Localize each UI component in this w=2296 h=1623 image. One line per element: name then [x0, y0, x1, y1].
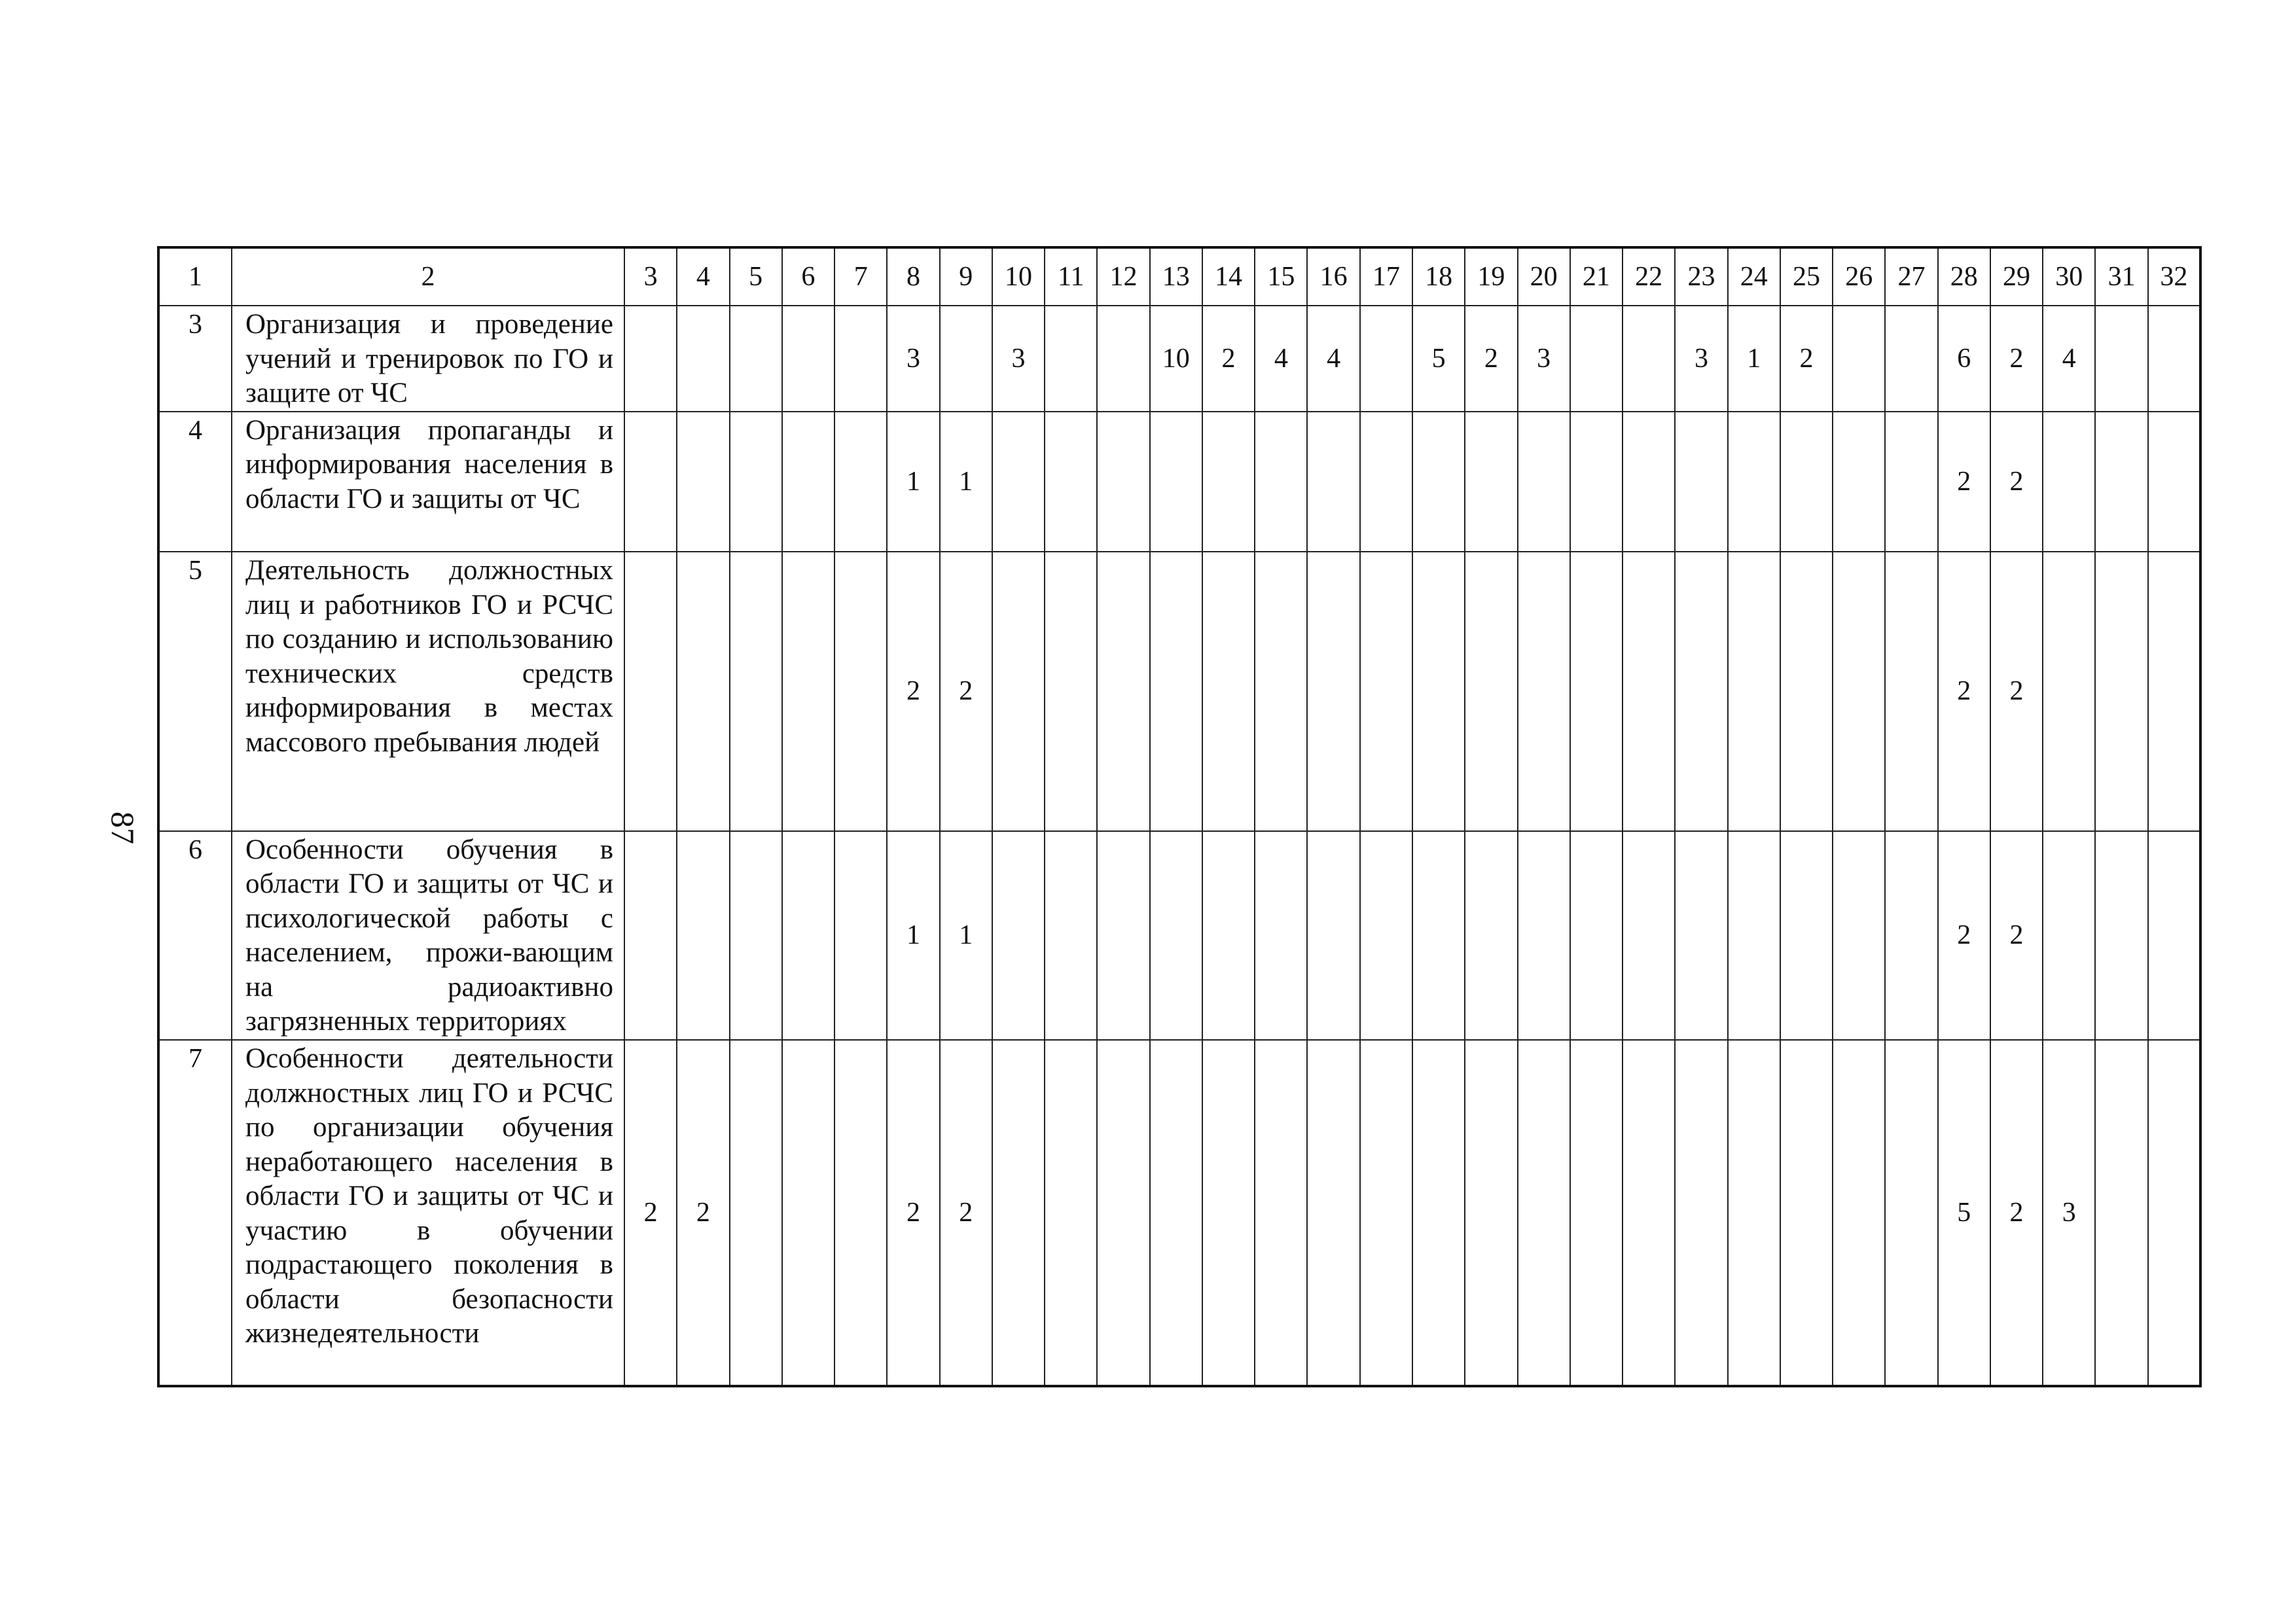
header-cell: 8: [887, 247, 939, 306]
hours-cell: 2: [1990, 306, 2043, 412]
hours-cell: [1045, 412, 1097, 552]
hours-cell: 3: [992, 306, 1045, 412]
hours-cell: [2148, 306, 2200, 412]
table-row: [158, 552, 2200, 831]
header-cell: 16: [1307, 247, 1359, 306]
hours-cell: 1: [940, 412, 992, 552]
hours-cell: [1728, 1040, 1780, 1386]
hours-cell: [1623, 831, 1675, 1040]
hours-cell: [730, 306, 782, 412]
header-cell: 24: [1728, 247, 1780, 306]
hours-cell: [1202, 831, 1255, 1040]
hours-cell: [2043, 552, 2095, 831]
hours-cell: [1255, 1040, 1307, 1386]
hours-cell: 2: [1780, 306, 1833, 412]
hours-cell: 4: [1255, 306, 1307, 412]
hours-cell: [2095, 831, 2147, 1040]
hours-cell: 1: [887, 831, 939, 1040]
hours-cell: [1150, 1040, 1202, 1386]
hours-cell: 2: [1938, 831, 1990, 1040]
hours-cell: [1097, 412, 1149, 552]
hours-cell: [677, 831, 729, 1040]
row-number: 3: [158, 306, 232, 412]
header-cell: 3: [624, 247, 677, 306]
header-cell: 19: [1465, 247, 1517, 306]
hours-cell: [1675, 1040, 1727, 1386]
hours-cell: [1465, 831, 1517, 1040]
hours-cell: [730, 831, 782, 1040]
header-cell: 32: [2148, 247, 2200, 306]
hours-cell: [624, 831, 677, 1040]
hours-cell: [1623, 412, 1675, 552]
row-topic: Деятельность должностных лиц и работников ГО и РСЧС по созданию и использованию технических средств информирования в местах массового пребывания людей: [232, 552, 624, 831]
hours-cell: [1675, 552, 1727, 831]
hours-cell: [1570, 552, 1623, 831]
hours-cell: [1255, 552, 1307, 831]
hours-cell: 4: [2043, 306, 2095, 412]
header-cell: 17: [1360, 247, 1412, 306]
hours-cell: 1: [887, 412, 939, 552]
hours-cell: [1780, 412, 1833, 552]
hours-cell: [1150, 412, 1202, 552]
header-row: [158, 247, 2200, 306]
hours-cell: [782, 412, 834, 552]
hours-cell: 2: [887, 1040, 939, 1386]
hours-cell: [1623, 306, 1675, 412]
hours-cell: 3: [2043, 1040, 2095, 1386]
header-cell: 29: [1990, 247, 2043, 306]
hours-cell: [2043, 412, 2095, 552]
row-topic: Особенности деятельности должностных лиц ГО и РСЧС по организации обучения неработающего населения в области ГО и защиты от ЧС и участию в обучении подрастающего поколения в области безопасности жизнедеятельности: [232, 1040, 624, 1386]
hours-cell: [1780, 552, 1833, 831]
hours-cell: [1360, 412, 1412, 552]
table-row: [158, 831, 2200, 1040]
hours-cell: [782, 306, 834, 412]
hours-cell: [1518, 831, 1570, 1040]
hours-cell: [1360, 552, 1412, 831]
hours-cell: [1097, 552, 1149, 831]
hours-cell: 2: [1990, 831, 2043, 1040]
hours-cell: [1518, 412, 1570, 552]
hours-cell: 5: [1412, 306, 1465, 412]
row-number: 4: [158, 412, 232, 552]
hours-cell: [992, 552, 1045, 831]
hours-cell: 2: [1990, 412, 2043, 552]
header-cell: 31: [2095, 247, 2147, 306]
hours-cell: [677, 412, 729, 552]
hours-cell: [1045, 1040, 1097, 1386]
hours-cell: 2: [1990, 552, 2043, 831]
hours-cell: 1: [940, 831, 992, 1040]
header-cell: 9: [940, 247, 992, 306]
hours-cell: [1412, 412, 1465, 552]
hours-cell: [1728, 831, 1780, 1040]
hours-cell: 10: [1150, 306, 1202, 412]
hours-cell: [1045, 552, 1097, 831]
hours-cell: [677, 306, 729, 412]
hours-cell: [1307, 1040, 1359, 1386]
header-cell: 10: [992, 247, 1045, 306]
hours-cell: 3: [1675, 306, 1727, 412]
hours-cell: [834, 1040, 887, 1386]
hours-cell: [1833, 412, 1885, 552]
hours-cell: [1465, 1040, 1517, 1386]
hours-cell: [1885, 306, 1937, 412]
hours-cell: [1833, 831, 1885, 1040]
hours-cell: [1255, 412, 1307, 552]
hours-cell: [1150, 831, 1202, 1040]
hours-cell: [1570, 1040, 1623, 1386]
hours-cell: [1780, 831, 1833, 1040]
hours-cell: [1202, 552, 1255, 831]
hours-cell: [992, 412, 1045, 552]
hours-cell: [2095, 412, 2147, 552]
hours-cell: [1833, 306, 1885, 412]
row-number: 7: [158, 1040, 232, 1386]
hours-cell: [1675, 831, 1727, 1040]
hours-cell: 2: [1202, 306, 1255, 412]
hours-cell: [1518, 1040, 1570, 1386]
hours-cell: 2: [940, 552, 992, 831]
hours-cell: [1045, 831, 1097, 1040]
header-cell: 4: [677, 247, 729, 306]
header-cell: 5: [730, 247, 782, 306]
hours-cell: 2: [887, 552, 939, 831]
hours-cell: [1570, 831, 1623, 1040]
header-cell: 12: [1097, 247, 1149, 306]
header-cell: 1: [158, 247, 232, 306]
hours-cell: [1307, 412, 1359, 552]
header-cell: 20: [1518, 247, 1570, 306]
hours-cell: [992, 831, 1045, 1040]
hours-cell: [730, 412, 782, 552]
header-cell: 2: [232, 247, 624, 306]
hours-cell: 2: [1938, 552, 1990, 831]
row-number: 6: [158, 831, 232, 1040]
header-cell: 22: [1623, 247, 1675, 306]
hours-cell: [1728, 412, 1780, 552]
hours-cell: [782, 831, 834, 1040]
header-cell: 6: [782, 247, 834, 306]
hours-cell: [2148, 552, 2200, 831]
hours-cell: [834, 412, 887, 552]
hours-cell: [1465, 552, 1517, 831]
hours-cell: 6: [1938, 306, 1990, 412]
hours-cell: [2095, 306, 2147, 412]
hours-cell: [2148, 831, 2200, 1040]
header-cell: 21: [1570, 247, 1623, 306]
hours-cell: [1360, 306, 1412, 412]
hours-cell: [1097, 306, 1149, 412]
hours-cell: [1412, 552, 1465, 831]
hours-cell: 2: [1465, 306, 1517, 412]
hours-cell: [940, 306, 992, 412]
header-cell: 7: [834, 247, 887, 306]
hours-cell: [1728, 552, 1780, 831]
header-cell: 23: [1675, 247, 1727, 306]
hours-cell: [2095, 552, 2147, 831]
header-cell: 27: [1885, 247, 1937, 306]
hours-cell: [2148, 1040, 2200, 1386]
hours-cell: [1307, 552, 1359, 831]
hours-cell: [1255, 831, 1307, 1040]
row-topic: Организация и проведение учений и тренировок по ГО и защите от ЧС: [232, 306, 624, 412]
hours-cell: [1465, 412, 1517, 552]
schedule-table: [157, 246, 2202, 1387]
page-number: 87: [105, 812, 141, 844]
hours-cell: [1885, 412, 1937, 552]
hours-cell: [1833, 1040, 1885, 1386]
hours-cell: [1202, 1040, 1255, 1386]
hours-cell: [677, 552, 729, 831]
hours-cell: [730, 1040, 782, 1386]
header-cell: 26: [1833, 247, 1885, 306]
table-row: [158, 1040, 2200, 1386]
hours-cell: [1045, 306, 1097, 412]
hours-cell: 4: [1307, 306, 1359, 412]
hours-cell: 1: [1728, 306, 1780, 412]
hours-cell: [2043, 831, 2095, 1040]
hours-cell: [834, 306, 887, 412]
header-cell: 25: [1780, 247, 1833, 306]
hours-cell: [1307, 831, 1359, 1040]
hours-cell: [2095, 1040, 2147, 1386]
header-cell: 15: [1255, 247, 1307, 306]
hours-cell: [992, 1040, 1045, 1386]
hours-cell: [624, 552, 677, 831]
hours-cell: [1360, 831, 1412, 1040]
hours-cell: [1412, 831, 1465, 1040]
hours-cell: [782, 552, 834, 831]
hours-cell: [1675, 412, 1727, 552]
hours-cell: [834, 831, 887, 1040]
hours-cell: [1885, 1040, 1937, 1386]
hours-cell: [1097, 831, 1149, 1040]
hours-cell: [1780, 1040, 1833, 1386]
hours-cell: [730, 552, 782, 831]
hours-cell: 2: [624, 1040, 677, 1386]
hours-cell: 3: [887, 306, 939, 412]
hours-cell: [834, 552, 887, 831]
hours-cell: 2: [1938, 412, 1990, 552]
hours-cell: [1202, 412, 1255, 552]
hours-cell: 5: [1938, 1040, 1990, 1386]
header-cell: 11: [1045, 247, 1097, 306]
table-row: [158, 306, 2200, 412]
hours-cell: [1833, 552, 1885, 831]
header-cell: 14: [1202, 247, 1255, 306]
hours-cell: [1885, 552, 1937, 831]
hours-cell: [1885, 831, 1937, 1040]
hours-cell: [1412, 1040, 1465, 1386]
row-number: 5: [158, 552, 232, 831]
hours-cell: 3: [1518, 306, 1570, 412]
header-cell: 13: [1150, 247, 1202, 306]
hours-cell: [624, 306, 677, 412]
hours-cell: 2: [677, 1040, 729, 1386]
hours-cell: 2: [1990, 1040, 2043, 1386]
hours-cell: [1360, 1040, 1412, 1386]
row-topic: Особенности обучения в области ГО и защиты от ЧС и психологической работы с населением, прожи-вающим на радиоактивно загрязненных территориях: [232, 831, 624, 1040]
header-cell: 28: [1938, 247, 1990, 306]
header-cell: 30: [2043, 247, 2095, 306]
hours-cell: [1570, 306, 1623, 412]
header-cell: 18: [1412, 247, 1465, 306]
hours-cell: [1518, 552, 1570, 831]
hours-cell: [782, 1040, 834, 1386]
hours-cell: [1150, 552, 1202, 831]
hours-cell: [1570, 412, 1623, 552]
hours-cell: [1097, 1040, 1149, 1386]
hours-cell: [2148, 412, 2200, 552]
row-topic: Организация пропаганды и информирования населения в области ГО и защиты от ЧС: [232, 412, 624, 552]
hours-cell: [1623, 1040, 1675, 1386]
table-row: [158, 412, 2200, 552]
hours-cell: [624, 412, 677, 552]
hours-cell: 2: [940, 1040, 992, 1386]
hours-cell: [1623, 552, 1675, 831]
